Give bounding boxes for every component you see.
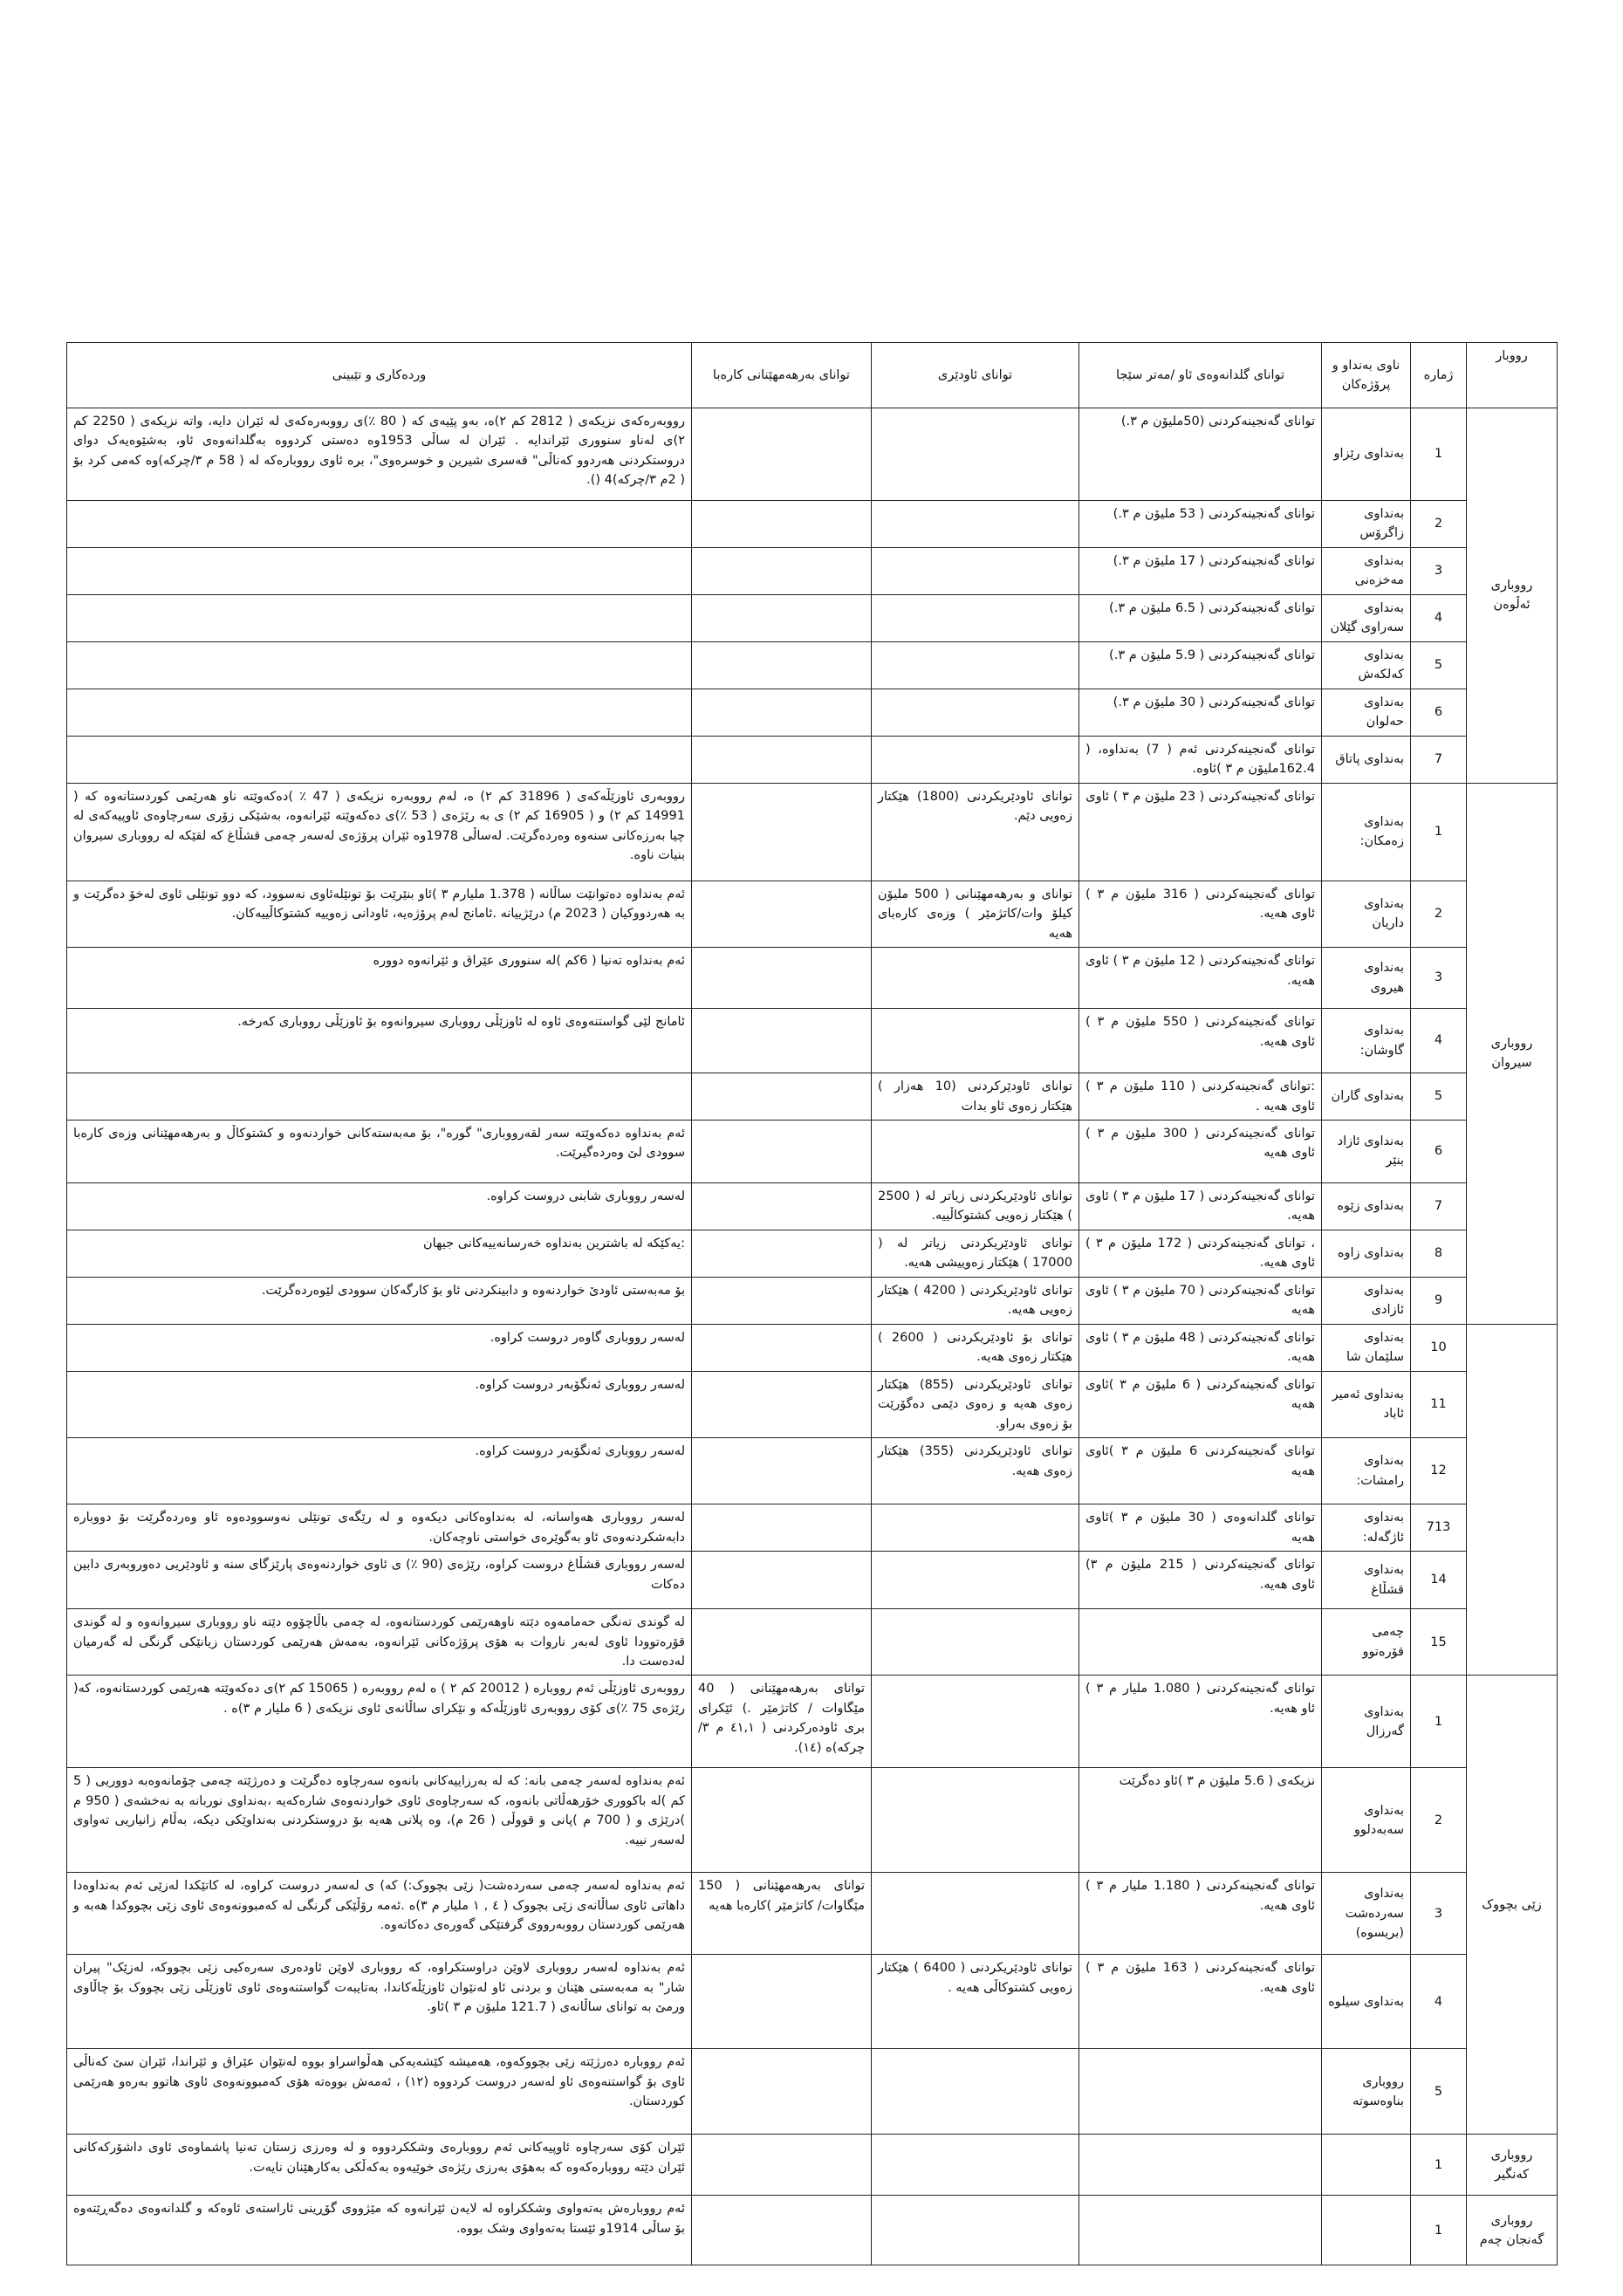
row-number: 4 [1411,594,1467,641]
table-row [67,2196,1558,2265]
storage-capacity: نزیکەی ( 5.6 ملیۆن م ٣ )ئاو دەگرێت [1079,1768,1322,1873]
notes: رووبەری ئاوزێڵی ئەم رووبارە ( 20012 کم ٢ ) ە لەم رووبەرە ( 15065 کم ٢)ی دەکەوێتە هەرێمی کوردستانەوە، کە( رێژەی 75 ٪)ی کۆی رووبەری ئاوزێڵەکە و نێکرای ساڵانەی ئاوی نزیکەی ( 6 ملیار م ٣)ە . [67,1676,692,1768]
storage-capacity: توانای گەنجینەکردنی ( 215 ملیۆن م ٣) ئاوی هەیە. [1079,1552,1322,1609]
dam-name: چەمی قۆرەتوو [1322,1609,1411,1676]
power-capacity [692,2049,872,2135]
power-capacity [692,2135,872,2196]
power-capacity [692,2196,872,2265]
dam-name: بەنداوی مەخزەنی [1322,547,1411,594]
irrigation-capacity [872,1504,1079,1552]
dam-name: بەنداوی داریان [1322,881,1411,947]
storage-capacity: توانای گەنجینەکردنی ( 53 ملیۆن م ٣.) [1079,501,1322,548]
notes [67,689,692,736]
notes: ئەم بەنداوە تەنیا ( 6کم )لە سنووری عێراق و ئێرانەوە دوورە [67,948,692,1009]
header-irrigation: توانای ئاودێری [872,343,1079,408]
table-row [67,1873,1558,1955]
dam-name: بەنداوی ئازاد بنێر [1322,1120,1411,1182]
storage-capacity: توانای گەنجینەکردنی ( 300 ملیۆن م ٣ ) ئاوی هەیە [1079,1120,1322,1182]
dam-name: بەنداوی گەرزال [1322,1676,1411,1768]
storage-capacity: توانای گەنجینەکردنی ( 5.9 ملیۆن م ٣.) [1079,641,1322,689]
power-capacity [692,1552,872,1609]
irrigation-capacity [872,2049,1079,2135]
dam-name: بەنداوی قشڵاغ [1322,1552,1411,1609]
river-name: رووباری ئەڵوەن [1467,408,1558,784]
table-row [67,594,1558,641]
power-capacity: توانای بەرهەمهێنانی ( 40 مێگاوات / کاتژمێر .) ئێکرای بری ئاودەرکردنی ( ٤١,١ م ٣/چرکە)ە (١٤). [692,1676,872,1768]
storage-capacity [1079,1609,1322,1676]
river-name: رووباری گەنجان چەم [1467,2196,1558,2265]
table-body [67,408,1558,2265]
row-number: 5 [1411,1073,1467,1121]
notes: لە گوندی تەنگی حەمامەوە دێتە ناوهەرێمی کوردستانەوە، لە چەمی باڵاچۆوە دێتە ناو رووباری سیروانەوە و لە گوندی قۆرەتوودا ئاوی لەبەر ناروات بە هۆی پرۆژەکانی ئێرانەوە، بەمەش هەرێمی کوردستان زیانێکی گرنگی لە گەرمیان لەدەست دا. [67,1609,692,1676]
table-row [67,1504,1558,1552]
dam-name: بەنداوی ئەمیر ئاباد [1322,1371,1411,1437]
irrigation-capacity [872,641,1079,689]
header-dam: ناوی بەنداو و پرۆژەکان [1322,343,1411,408]
storage-capacity [1079,2135,1322,2196]
notes: بۆ مەبەستی ئاودێ خواردنەوە و دابینکردنی ئاو بۆ کارگەکان سوودی لێوەردەگرێت. [67,1277,692,1324]
irrigation-capacity [872,1009,1079,1073]
row-number: 5 [1411,2049,1467,2135]
irrigation-capacity [872,2135,1079,2196]
irrigation-capacity: توانای ئاودێریکردنی زیاتر لە ( 17000 ) هێکتار زەوییشی هەیە. [872,1230,1079,1277]
irrigation-capacity [872,1609,1079,1676]
river-name [1467,1324,1558,1676]
dam-name: بەنداوی پاتاق [1322,736,1411,783]
table-row [67,1073,1558,1121]
notes: لەسەر رووباری گاوەر دروست کراوە. [67,1324,692,1371]
table-row [67,689,1558,736]
dam-name: بەنداوی زاگرۆس [1322,501,1411,548]
power-capacity [692,641,872,689]
dam-name: بەنداوی هیروی [1322,948,1411,1009]
irrigation-capacity [872,501,1079,548]
row-number: 1 [1411,783,1467,881]
power-capacity [692,783,872,881]
irrigation-capacity [872,948,1079,1009]
table-row [67,1438,1558,1504]
row-number: 7 [1411,736,1467,783]
storage-capacity: ، توانای گەنجینەکردنی ( 172 ملیۆن م ٣ ) ئاوی هەیە. [1079,1230,1322,1277]
power-capacity [692,1955,872,2049]
power-capacity [692,1504,872,1552]
dam-name: بەنداوی سەبەدلوو [1322,1768,1411,1873]
power-capacity [692,1120,872,1182]
dam-name: بەنداوی زەمکان: [1322,783,1411,881]
table-row [67,2049,1558,2135]
irrigation-capacity: توانای ئاودێریکردنی ( 6400 ) هێکتار زەویی کشتوکاڵی هەیە . [872,1955,1079,2049]
dam-name: بەنداوی رێزاو [1322,408,1411,501]
notes: ئێران کۆی سەرچاوە ئاوپیەکانی ئەم رووبارەی وشککردووە و لە وەرزی زستان تەنیا پاشماوەی ئاوی داشۆرکەکانی ئێران دێتە رووبارەکەوە کە بەهۆی بەرزی رێژەی خوێیەوە بەکەڵکی بەکارهێنان نایەت. [67,2135,692,2196]
storage-capacity: توانای گەنجینەکردنی ( 6.5 ملیۆن م ٣.) [1079,594,1322,641]
dam-name: بەنداوی سەردەشت (بریسوە) [1322,1873,1411,1955]
storage-capacity [1079,2049,1322,2135]
dam-name: بەنداوی ئاژگەلە: [1322,1504,1411,1552]
irrigation-capacity [872,1768,1079,1873]
power-capacity [692,689,872,736]
row-number: 6 [1411,689,1467,736]
storage-capacity: توانای گەنجینەکردنی ئەم ( 7) بەنداوە، ( 162.4ملیۆن م ٣ )ئاوە. [1079,736,1322,783]
storage-capacity: توانای گەنجینەکردنی ( 30 ملیۆن م ٣.) [1079,689,1322,736]
notes: ئەم بەنداوە لەسەر چەمی سەردەشت( زێی بچووک:) کە) ی لەسەر دروست کراوە، لە کاتێکدا لەزێی ئەم بەنداوەدا داهاتی ئاوی ساڵانەی زێی بچووک ( ٤ , ١ ملیار م ٣)ە .ئەمە رۆڵێکی گرنگی لە کەمبوونەوەی ئاوی زێی بچووکدا هەبە و هەرێمی کوردستان رووبەرووی گرفتێکی گەورەی دەکاتەوە. [67,1873,692,1955]
row-number: 15 [1411,1609,1467,1676]
power-capacity [692,547,872,594]
notes: ئەم رووبارەش بەتەواوی وشککراوە لە لایەن ئێرانەوە کە مێژووی گۆڕینی ئاراستەی ئاوەکە و گلدانەوەی دەگەڕێتەوە بۆ ساڵی 1914و ئێستا بەتەواوی وشک بووە. [67,2196,692,2265]
dam-name: بەنداوی رامشات: [1322,1438,1411,1504]
storage-capacity: توانای گەنجینەکردنی ( 163 ملیۆن م ٣ ) ئاوی هەیە. [1079,1955,1322,2049]
notes: لەسەر رووباری شابنی دروست کراوە. [67,1182,692,1230]
table-row [67,1371,1558,1437]
row-number: 3 [1411,948,1467,1009]
storage-capacity: توانای گەنجینەکردنی ( 6 ملیۆن م ٣ )ئاوی هەیە [1079,1371,1322,1437]
storage-capacity: :توانای گەنجینەکردنی ( 110 ملیۆن م ٣ ) ئاوی هەیە . [1079,1073,1322,1121]
table-row [67,641,1558,689]
dam-name: بەنداوی زاوە [1322,1230,1411,1277]
table-row [67,501,1558,548]
table-row [67,1609,1558,1676]
power-capacity [692,1230,872,1277]
power-capacity: توانای بەرهەمهێنانی ( 150 مێگاوات/ کاتژمێر )کارەبا هەیە [692,1873,872,1955]
storage-capacity: توانای گەنجینەکردنی ( 23 ملیۆن م ٣ ) ئاوی [1079,783,1322,881]
row-number: 4 [1411,1955,1467,2049]
storage-capacity: توانای گەنجینەکردنی ( 48 ملیۆن م ٣ ) ئاوی هەیە. [1079,1324,1322,1371]
notes: :یەکێکە لە باشترین بەنداوە خەرسانەییەکانی جیهان [67,1230,692,1277]
header-row [67,343,1558,408]
power-capacity [692,1182,872,1230]
notes: لەسەر رووباری ئەنگۆبەر دروست کراوە. [67,1371,692,1437]
irrigation-capacity [872,408,1079,501]
storage-capacity: توانای گەنجینەکردنی ( 1.180 ملیار م ٣ ) ئاوی هەیە. [1079,1873,1322,1955]
irrigation-capacity: توانای ئاودێریکردنی زیاتر لە ( 2500 ) هێکتار زەویی کشتوکاڵییە. [872,1182,1079,1230]
row-number: 1 [1411,2135,1467,2196]
irrigation-capacity: توانای ئاودێریکردنی (355) هێکتار زەوی هەیە. [872,1438,1079,1504]
storage-capacity: توانای گەنجینەکردنی ( 17 ملیۆن م ٣ ) ئاوی هەیە. [1079,1182,1322,1230]
power-capacity [692,1438,872,1504]
irrigation-capacity [872,547,1079,594]
table-row [67,1277,1558,1324]
row-number: 7 [1411,1182,1467,1230]
irrigation-capacity [872,1552,1079,1609]
notes [67,641,692,689]
dam-name: بەنداوی حەلوان [1322,689,1411,736]
irrigation-capacity: توانای و بەرهەمهێنانی ( 500 ملیۆن کیلۆ وات/کاتژمێر ) وزەی کارەبای هەیە [872,881,1079,947]
notes: لەسەر رووباری قشڵاغ دروست کراوە، رێژەی (90 ٪) ی ئاوی خواردنەوەی پارێزگای سنە و ئاودێریی دەوروبەری دابین دەکات [67,1552,692,1609]
dams-table-container [66,342,1557,2265]
header-power: توانای بەرهەمهێنانی کارەبا [692,343,872,408]
row-number: 3 [1411,547,1467,594]
power-capacity [692,1009,872,1073]
notes: ئامانج لێی گواستنەوەی ئاوە لە ئاوزێڵی رووباری سیروانەوە بۆ ئاوزێڵی رووباری کەرخە. [67,1009,692,1073]
notes [67,1073,692,1121]
table-row [67,1009,1558,1073]
irrigation-capacity: توانای بۆ ئاودێریکردنی ( 2600 ) هێکتار زەوی هەیە. [872,1324,1079,1371]
dam-name: بەنداوی زێوە [1322,1182,1411,1230]
power-capacity [692,1371,872,1437]
notes [67,501,692,548]
irrigation-capacity: توانای ئاودێریکردنی (855) هێکتار زەوی هەیە و زەوی دێمی دەگۆرێت بۆ زەوی بەراو. [872,1371,1079,1437]
row-number: 1 [1411,2196,1467,2265]
row-number: 5 [1411,641,1467,689]
storage-capacity: توانای گەنجینەکردنی (50ملیۆن م ٣.) [1079,408,1322,501]
power-capacity [692,594,872,641]
row-number: 1 [1411,408,1467,501]
notes [67,547,692,594]
header-river: رووبار [1467,343,1558,408]
power-capacity [692,501,872,548]
notes [67,736,692,783]
irrigation-capacity: توانای ئاودێریکردنی ( 4200 ) هێکتار زەویی هەیە. [872,1277,1079,1324]
header-storage: توانای گلدانەوەی ئاو /مەتر سێجا [1079,343,1322,408]
storage-capacity: توانای گەنجینەکردنی ( 17 ملیۆن م ٣.) [1079,547,1322,594]
irrigation-capacity: توانای ئاودێرکردنی (10 هەزار ) هێکتار زەوی ئاو بدات [872,1073,1079,1121]
power-capacity [692,1073,872,1121]
row-number: 2 [1411,881,1467,947]
dams-table [66,342,1558,2265]
dam-name: بەنداوی گاران [1322,1073,1411,1121]
notes: ئەم بەنداوە دەتوانێت ساڵانە ( 1.378 ملیارم ٣ )ئاو بنێرێت بۆ تونێلەئاوی نەسوود، کە دوو تونێلی ئاوی لەخۆ دەگرێت و بە هەردووکیان ( 2023 م) درێژییانە .ئامانج لەم پرۆژەیە، ئاودانی زەوییە کشتوکاڵییەکان. [67,881,692,947]
river-name: زێی بچووک [1467,1676,1558,2135]
river-name: رووباری سیروان [1467,783,1558,1324]
storage-capacity: توانای گلدانەوەی ( 30 ملیۆن م ٣ )ئاوی هەیە [1079,1504,1322,1552]
row-number: 713 [1411,1504,1467,1552]
dam-name [1322,2135,1411,2196]
storage-capacity: توانای گەنجینەکردنی 6 ملیۆن م ٣ )ئاوی هەیە [1079,1438,1322,1504]
dam-name [1322,2196,1411,2265]
dam-name: بەنداوی سیلوە [1322,1955,1411,2049]
row-number: 10 [1411,1324,1467,1371]
table-row [67,881,1558,947]
power-capacity [692,408,872,501]
row-number: 8 [1411,1230,1467,1277]
river-name: رووباری کەنگیر [1467,2135,1558,2196]
notes: ئەم بەنداوە دەکەوێتە سەر لقەرووباری" گورە"، بۆ مەبەستەکانی خواردنەوە و کشتوکاڵ و بەرهەمهێنانی وزەی کارەبا سوودی لێ وەردەگیرێت. [67,1120,692,1182]
table-row [67,783,1558,881]
table-row [67,1230,1558,1277]
header-number: ژمارە [1411,343,1467,408]
irrigation-capacity [872,1873,1079,1955]
storage-capacity: توانای گەنجینەکردنی ( 70 ملیۆن م ٣ ) ئاوی هەیە [1079,1277,1322,1324]
dam-name: بەنداوی سلێمان شا [1322,1324,1411,1371]
table-row [67,736,1558,783]
power-capacity [692,948,872,1009]
storage-capacity: توانای گەنجینەکردنی ( 1.080 ملیار م ٣ ) ئاو هەیە. [1079,1676,1322,1768]
power-capacity [692,1609,872,1676]
row-number: 4 [1411,1009,1467,1073]
dam-name: رووباری بناوەسوتە [1322,2049,1411,2135]
table-row [67,1324,1558,1371]
notes: رووبەرەکەی نزیکەی ( 2812 کم ٢)ە، بەو پێیەی کە ( 80 ٪)ی رووبەرەکەی لە ئێران دایە، واتە نزیکەی ( 2250 کم ٢)ی لەناو سنووری ئێراندایە . ئێران لە ساڵی 1953وە دەستی کردووە بەگلدانەوەی ئاو، بەشێوەیەک دوای دروستکردنی هەردوو کەناڵی" قەسری شیرین و خوسرەوی"، برە ئاوی رووبارەکە لە ( 58 م ٣/چرکە)وە کەمی کرد بۆ ( 2م ٣/چرکە)4 (). [67,408,692,501]
storage-capacity: توانای گەنجینەکردنی ( 12 ملیۆن م ٣ ) ئاوی هەیە. [1079,948,1322,1009]
notes [67,594,692,641]
row-number: 12 [1411,1438,1467,1504]
irrigation-capacity [872,1676,1079,1768]
table-row [67,1120,1558,1182]
irrigation-capacity [872,2196,1079,2265]
dam-name: بەنداوی سەراوی گێلان [1322,594,1411,641]
notes: لەسەر رووباری ئەنگۆبەر دروست کراوە. [67,1438,692,1504]
table-row [67,2135,1558,2196]
dam-name: بەنداوی کەلکەش [1322,641,1411,689]
row-number: 1 [1411,1676,1467,1768]
row-number: 11 [1411,1371,1467,1437]
irrigation-capacity [872,594,1079,641]
table-row [67,1768,1558,1873]
row-number: 2 [1411,501,1467,548]
irrigation-capacity: توانای ئاودێریکردنی (1800) هێکتار زەویی دێم. [872,783,1079,881]
irrigation-capacity [872,1120,1079,1182]
notes: ئەم بەنداوە لەسەر رووباری لاوێن دراوستکراوە، کە رووباری لاوێن ئاودەری سەرەکیی زێی بچووکە، لەزێک" پیران شار" بە مەبەستی هێنان و بردنی ئاو لەنێوان ئاوزێڵەکاندا، بەتایبەت گواستنەوەی ئاوی ئاوزێڵی زێی بچووک بۆ چاڵاوی ورمێ بە توانای ساڵانەی ( 121.7 ملیۆن م ٣ )ئاو. [67,1955,692,2049]
power-capacity [692,1768,872,1873]
header-notes: وردەکاری و تێبینی [67,343,692,408]
power-capacity [692,1277,872,1324]
table-row [67,1552,1558,1609]
power-capacity [692,1324,872,1371]
row-number: 14 [1411,1552,1467,1609]
row-number: 9 [1411,1277,1467,1324]
storage-capacity [1079,2196,1322,2265]
dam-name: بەنداوی ئازادی [1322,1277,1411,1324]
table-row [67,948,1558,1009]
power-capacity [692,881,872,947]
table-row [67,1955,1558,2049]
power-capacity [692,736,872,783]
irrigation-capacity [872,736,1079,783]
storage-capacity: توانای گەنجینەکردنی ( 550 ملیۆن م ٣ ) ئاوی هەیە. [1079,1009,1322,1073]
irrigation-capacity [872,689,1079,736]
table-row [67,408,1558,501]
table-row [67,1182,1558,1230]
row-number: 3 [1411,1873,1467,1955]
notes: لەسەر رووباری هەواسانە، لە بەنداوەکانی دیکەوە و لە رێگەی تونێلی نەوسوودەوە ئاو وەردەگرێت بۆ دووبارە دابەشکردنەوەی ئاو بەگوێرەی خواستی ناوچەکان. [67,1504,692,1552]
dam-name: بەنداوی گاوشان: [1322,1009,1411,1073]
table-row [67,547,1558,594]
notes: ئەم رووبارە دەرژێتە زێی بچووکەوە، هەمیشە کێشەیەکی هەڵواسراو بووە لەنێوان عێراق و ئێراندا، ئێران سێ کەناڵی ئاوی بۆ گواستنەوەی ئاو لەسەر دروست کردووە (١٢) ، ئەمەش بووەتە هۆی کەمبوونەوەی ئاوی هاتوو بەرەو هەرێمی کوردستان. [67,2049,692,2135]
row-number: 6 [1411,1120,1467,1182]
notes: رووبەری ئاوزێڵەکەی ( 31896 کم ٢) ە، لەم رووبەرە نزیکەی ( 47 ٪ )دەکەوێتە ناو هەرێمی کوردستانەوە کە ( 14991 کم ٢) و ( 16905 کم ٢) ی بە رێژەی ( 53 ٪)ی دەکەوێتە ئێرانەوە، بەشێکی زۆری سەرچاوەی ئاوپیەکەی لە چیا بەرزەکانی سنەوە وەردەگرێت. لەساڵی 1978وە ئێران پرۆژەی لەسەر چەمی قشڵاغ کە لقێکە لە رووباری سیروان بنیات ناوە. [67,783,692,881]
row-number: 2 [1411,1768,1467,1873]
storage-capacity: توانای گەنجینەکردنی ( 316 ملیۆن م ٣ ) ئاوی هەیە. [1079,881,1322,947]
table-row [67,1676,1558,1768]
notes: ئەم بەنداوە لەسەر چەمی بانە: کە لە بەرزاییەکانی بانەوە سەرچاوە دەگرێت و دەرژێتە چەمی چۆمانەوەبە دووریی ( 5 کم )لە باکووری خۆرهەڵاتی بانەوە، کە سەرچاوەی ئاوی خواردنەوەی شارەکەیە ،بەنداوی نوربانە بە نەخشەی ( 950 م )درێژی و ( 700 م )پانی و قووڵی ( 26 م)، وە پلانی هەیە بۆ دروستکردنی بەنداوێکی دیکە، بەڵام زانیاریی تەواوی لەسەر نییە. [67,1768,692,1873]
